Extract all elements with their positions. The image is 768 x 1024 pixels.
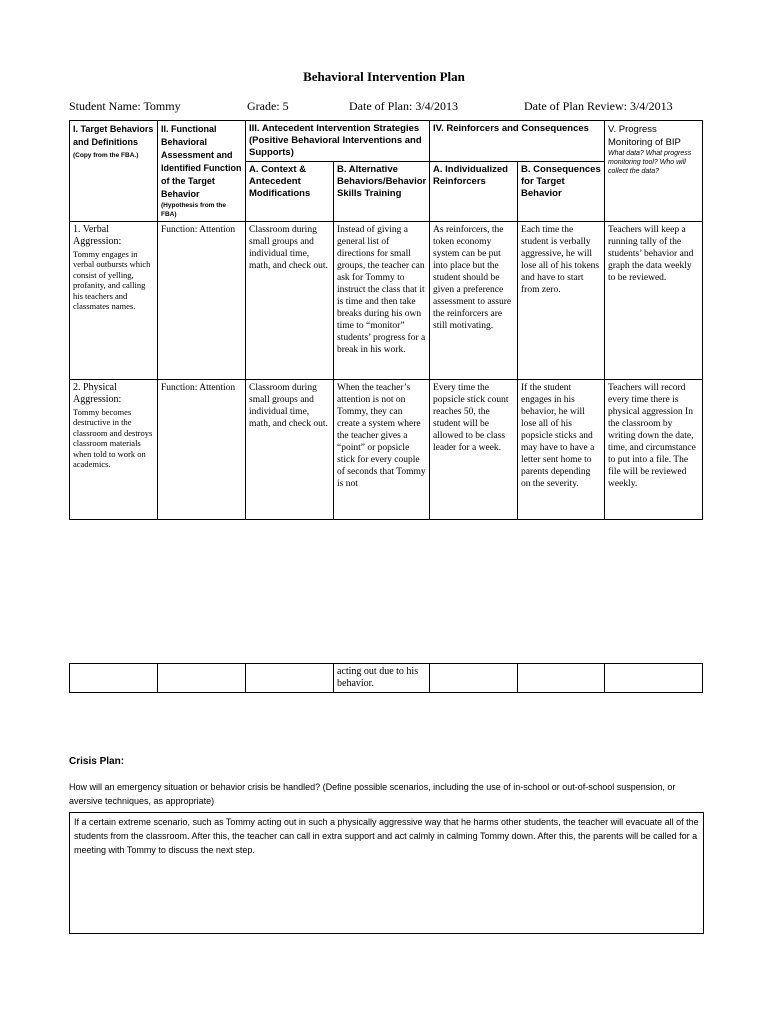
- table-row: [70, 664, 703, 693]
- behavior-cell: [70, 380, 158, 520]
- header-functional-assessment-title: II. Functional Behavioral Assessment and Identified Function of the Target Behavior: [161, 124, 242, 199]
- header-progress-monitoring-note: What data? What progress monitoring tool? Who will collect the data?: [608, 150, 692, 175]
- monitoring-cell: Teachers will keep a running tally of the students’ behavior and graph the data weekly to be reviewed.: [605, 222, 703, 380]
- grade: Grade: 5: [247, 99, 289, 113]
- empty-cell: [70, 664, 158, 693]
- table-row: [70, 380, 703, 520]
- behavior-title: 1. Verbal Aggression:: [73, 224, 122, 248]
- crisis-plan-question: How will an emergency situation or behavior crisis be handled? (Define possible scenarios, including the use of in-school or out-of-school suspension, or aversive techniques, as appropriate): [69, 782, 676, 806]
- behavior-title: 2. Physical Aggression:: [73, 382, 122, 406]
- behavior-cell: [70, 222, 158, 380]
- alternative-cell: Instead of giving a general list of directions for small groups, the teacher can ask for Tommy to instruct the class that it is time and then take breaks during his own time to “monitor” students’ progress for a break in his work.: [334, 222, 430, 380]
- crisis-plan-title: Crisis Plan:: [69, 756, 125, 767]
- date-of-plan: Date of Plan: 3/4/2013: [349, 99, 458, 113]
- student-name: Student Name: Tommy: [69, 99, 181, 113]
- header-reinforcers-consequences: IV. Reinforcers and Consequences: [430, 121, 605, 162]
- behavior-description: Tommy becomes destructive in the classroom and destroys classroom materials when told to work on academics.: [73, 406, 153, 470]
- date-of-plan-review: Date of Plan Review: 3/4/2013: [524, 99, 673, 113]
- header-functional-assessment-note: (Hypothesis from the FBA): [161, 202, 227, 218]
- consequences-cell: If the student engages in his behavior, he will lose all of his popsicle sticks and may have to have a letter sent home to parents depending on the severity.: [518, 380, 605, 520]
- function-cell: Function: Attention: [158, 380, 246, 520]
- bip-table: [69, 120, 703, 520]
- empty-cell: [518, 664, 605, 693]
- context-cell: Classroom during small groups and individual time, math, and check out.: [246, 222, 334, 380]
- header-individualized-reinforcers: A. Individualized Reinforcers: [430, 162, 518, 222]
- behavior-description: Tommy engages in verbal outbursts which consist of yelling, profanity, and calling his teachers and classmates names.: [73, 248, 151, 312]
- header-target-behaviors-title: I. Target Behaviors and Definitions: [73, 124, 154, 147]
- header-context-modifications: A. Context & Antecedent Modifications: [246, 162, 334, 222]
- header-antecedent-strategies: III. Antecedent Intervention Strategies (Positive Behavioral Interventions and Supports): [246, 121, 430, 162]
- crisis-plan-answer: If a certain extreme scenario, such as Tommy acting out in such a physically aggressive way that he harms other students, the teacher will evacuate all of the students from the classroom. After this, the teacher can call in extra support and act calmly in calming Tommy down. After this, the parents will be called for a meeting with Tommy to discuss the next step.: [69, 812, 704, 934]
- header-progress-monitoring-title: V. Progress Monitoring of BIP: [608, 124, 681, 148]
- header-progress-monitoring: [605, 121, 703, 222]
- empty-cell: [246, 664, 334, 693]
- reinforcers-cell: As reinforcers, the token economy system can be put into place but the student should be given a preference assessment to assure the reinforcers are still motivating.: [430, 222, 518, 380]
- empty-cell: [605, 664, 703, 693]
- header-functional-assessment: [158, 121, 246, 222]
- table-row: [70, 222, 703, 380]
- monitoring-cell: Teachers will record every time there is physical aggression In the classroom by writing down the date, time, and circumstance to put into a file. The file will be reviewed weekly.: [605, 380, 703, 520]
- header-alternative-behaviors: B. Alternative Behaviors/Behavior Skills Training: [334, 162, 430, 222]
- document-title: Behavioral Intervention Plan: [303, 69, 465, 84]
- header-consequences: B. Consequences for Target Behavior: [518, 162, 605, 222]
- consequences-cell: Each time the student is verbally aggressive, he will lose all of his tokens and have to start from zero.: [518, 222, 605, 380]
- header-target-behaviors-note: (Copy from the FBA.): [73, 152, 139, 159]
- empty-cell: [430, 664, 518, 693]
- continuation-table: [69, 663, 703, 693]
- empty-cell: [158, 664, 246, 693]
- alternative-cell: When the teacher’s attention is not on Tommy, they can create a system where the teacher gives a “point” or popsicle stick for every couple of seconds that Tommy is not: [334, 380, 430, 520]
- continuation-cell: acting out due to his behavior.: [334, 664, 430, 693]
- context-cell: Classroom during small groups and individual time, math, and check out.: [246, 380, 334, 520]
- reinforcers-cell: Every time the popsicle stick count reaches 50, the student will be allowed to be class leader for a week.: [430, 380, 518, 520]
- function-cell: Function: Attention: [158, 222, 246, 380]
- header-target-behaviors: [70, 121, 158, 222]
